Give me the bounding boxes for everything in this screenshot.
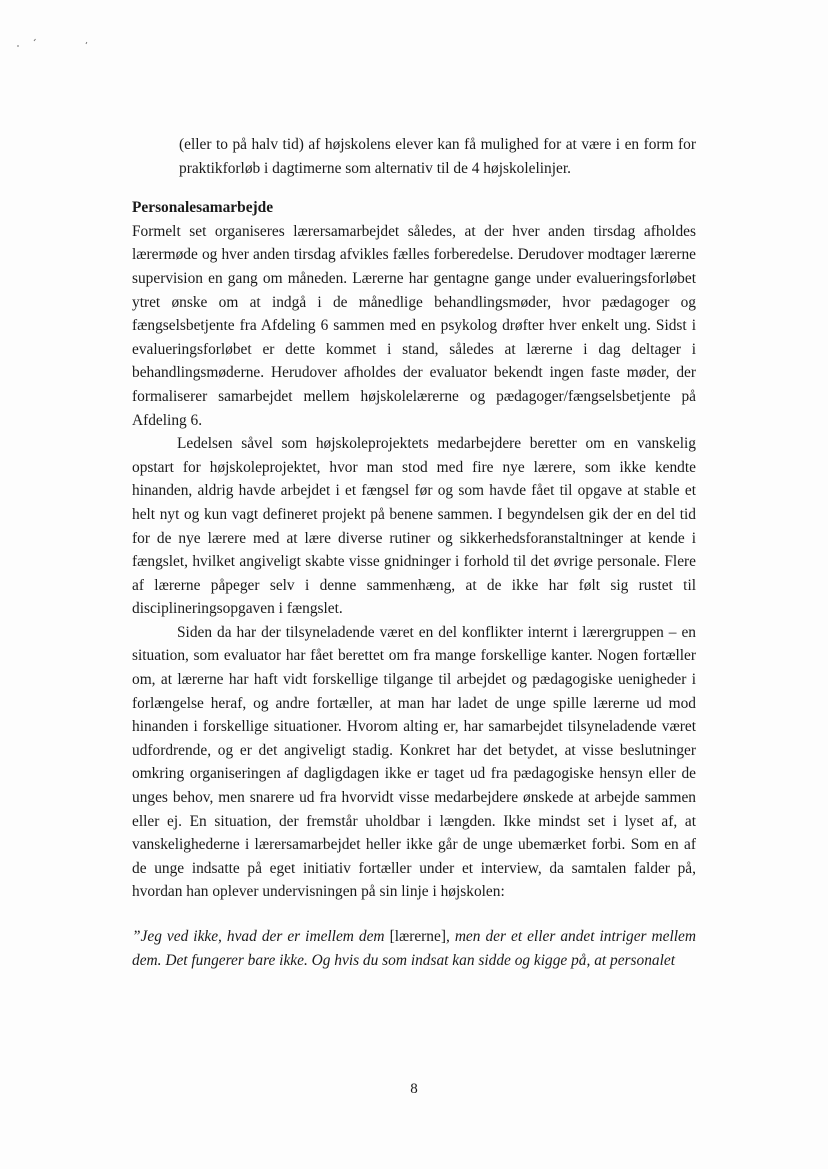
quote-text-end: , men der et eller andet intriger mellem dem. Det fungerer bare ikke. Og hvis du som indsat kan sidde og kigge på, at personalet	[132, 928, 696, 969]
intro-paragraph: (eller to på halv tid) af højskolens elever kan få mulighed for at være i en form for praktikforløb i dagtimerne som alternativ til de 4 højskolelinjer.	[179, 136, 696, 177]
paragraph-staff-cooperation: Formelt set organiseres lærersamarbejdet således, at der hver anden tirsdag afholdes lærermøde og hver anden tirsdag afvikles fælles forberedelse. Derudover modtager lærerne supervision en gang om måneden. Lærerne har gentagne gange under evalueringsforløbet ytret ønske om at indgå i de månedlige behandlingsmøder, hvor pædagoger og fængselsbetjente fra Afdeling 6 sammen med en psykolog drøfter hver enkelt ung. Sidst i evalueringsforløbet er dette kommet i stand, således at lærerne i dag deltager i behandlingsmøderne. Herudover afholdes der evaluator bekendt ingen faste møder, der formaliserer samarbejdet mellem højskolelærerne og pædagoger/fængselsbetjente på Afdeling 6.	[132, 222, 696, 429]
paragraph-project-start: Ledelsen såvel som højskoleprojektets medarbejdere beretter om en vanskelig opstart for højskoleprojektet, hvor man stod med fire nye lærere, som ikke kendte hinanden, aldrig havde arbejdet i et fængsel før og som havde fået til opgave at stable et helt nyt og kun vagt defineret projekt på benene sammen. I begyndelsen gik der en del tid for de nye lærere med at lære diverse rutiner og sikkerhedsforanstaltninger at kende i fængslet, hvilket angiveligt skabte visse gnidninger i forhold til det øvrige personale. Flere af lærerne påpeger selv i denne sammenhæng, at de ikke har følt sig rustet til disciplineringsopgaven i fængslet.	[132, 435, 696, 618]
scan-specks	[14, 36, 94, 50]
section-heading: Personalesamarbejde	[132, 199, 274, 217]
quote-text-start: ”Jeg ved ikke, hvad der er imellem dem	[132, 928, 390, 945]
document-body	[132, 133, 696, 972]
interview-quote	[132, 925, 696, 972]
page-number: 8	[410, 1081, 418, 1097]
quote-bracket-insert: [lærerne]	[389, 928, 446, 945]
paragraph-conflicts: Siden da har der tilsyneladende været en del konflikter internt i lærergruppen – en situation, som evaluator har fået berettet om fra mange forskellige kanter. Nogen fortæller om, at lærerne har haft vidt forskellige tilgange til arbejdet og pædagogiske uenigheder i forlængelse heraf, og andre fortæller, at man har ladet de unge spille lærerne ud mod hinanden i forskellige situationer. Hvorom alting er, har samarbejdet tilsyneladende været udfordrende, og er det angiveligt stadig. Konkret har det betydet, at visse beslutninger omkring organiseringen af dagligdagen ikke er taget ud fra pædagogiske hensyn eller de unges behov, men snarere ud fra hvorvidt visse medarbejdere ønskede at arbejde sammen eller ej. En situation, der fremstår uholdbar i længden. Ikke mindst set i lyset af, at vanskelighederne i lærersamarbejdet heller ikke går de unge ubemærket forbi. Som en af de unge indsatte på eget initiativ fortæller under et interview, da samtalen falder på, hvordan han oplever undervisningen på sin linje i højskolen:	[132, 623, 696, 901]
